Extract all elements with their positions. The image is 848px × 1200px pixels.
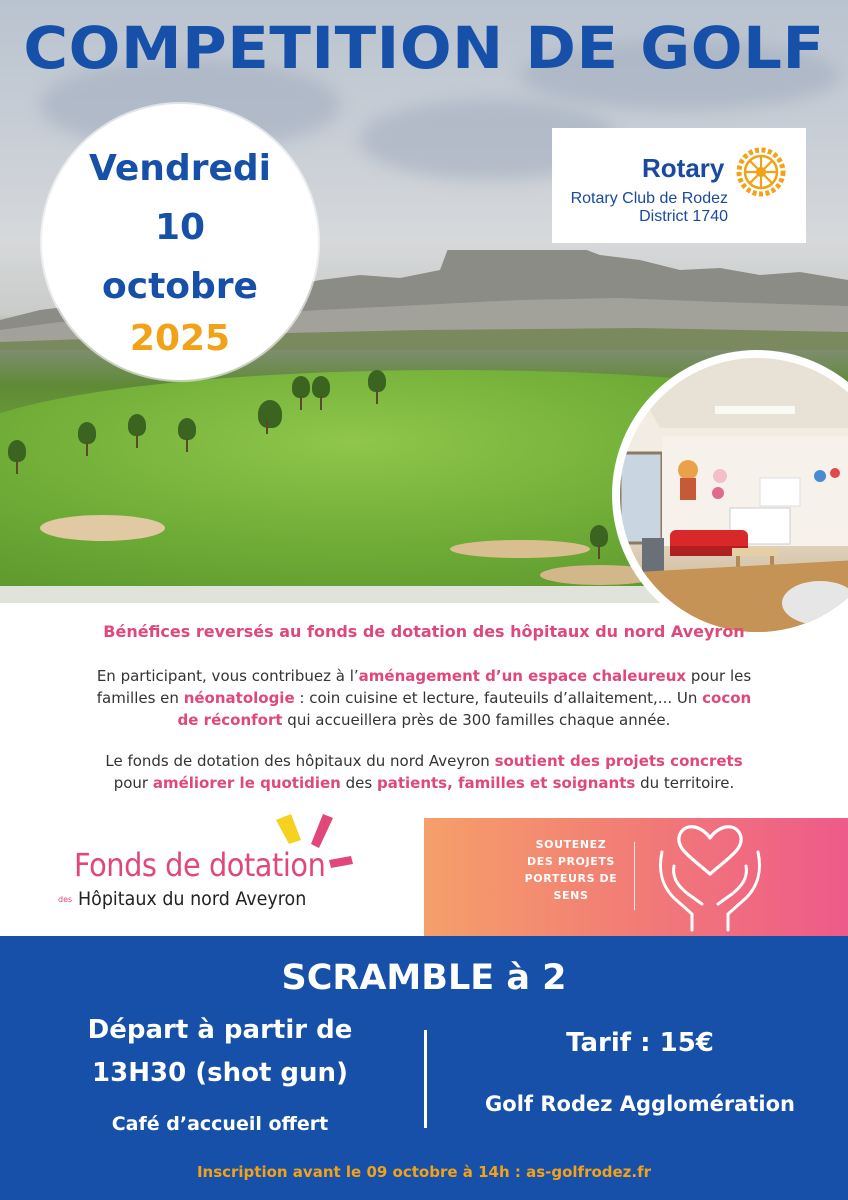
highlight-text: améliorer le quotidien [152, 774, 341, 792]
rotary-brand: Rotary [642, 153, 725, 183]
benefits-paragraph-2 [90, 750, 758, 794]
tree [128, 414, 146, 436]
banner-line: SOUTENEZ [535, 838, 607, 851]
date-month: octobre [102, 266, 258, 307]
highlight-text: aménagement d’un espace chaleureux [358, 667, 687, 685]
registration-info: Inscription avant le 09 octobre à 14h : as-golfrodez.fr [196, 1163, 652, 1181]
tree [312, 376, 330, 398]
tree [590, 525, 608, 547]
tree [292, 376, 310, 398]
highlight-text: soutient des projets concrets [494, 752, 743, 770]
text-run: Le fonds de dotation des hôpitaux du nord Aveyron [105, 752, 495, 770]
fonds-dotation-logo [56, 810, 376, 920]
text-run: pour [113, 774, 153, 792]
banner-line: SENS [553, 889, 589, 902]
highlight-text: cocon de réconfort [177, 689, 752, 729]
date-badge [42, 104, 318, 380]
tree [258, 400, 282, 428]
text-run: qui accueillera près de 300 familles chaque année. [282, 711, 671, 729]
sand-bunker [450, 540, 590, 558]
venue-name: Golf Rodez Agglomération [485, 1092, 795, 1116]
event-info-footer [0, 936, 848, 1200]
tree [368, 370, 386, 392]
footer-divider [424, 1030, 427, 1128]
room-illustration [620, 358, 848, 632]
start-time-value: 13H30 (shot gun) [92, 1058, 348, 1088]
start-time-label: Départ à partir de [87, 1015, 353, 1045]
benefits-title: Bénéfices reversés au fonds de dotation des hôpitaux du nord Aveyron [103, 622, 745, 641]
text-run: des [340, 774, 377, 792]
banner-separator [634, 842, 635, 910]
rotary-club-name: Rotary Club de Rodez [570, 190, 728, 207]
tree [78, 422, 96, 444]
fonds-logo-small: des [58, 895, 73, 904]
tree [178, 418, 196, 440]
tree [8, 440, 26, 462]
date-year: 2025 [129, 318, 231, 359]
price: Tarif : 15€ [566, 1028, 714, 1058]
highlight-text: néonatologie [183, 689, 295, 707]
sand-bunker [40, 515, 165, 541]
rotary-district: District 1740 [639, 208, 728, 225]
fonds-logo-line2: Hôpitaux du nord Aveyron [78, 888, 307, 910]
highlight-text: patients, familles et soignants [376, 774, 636, 792]
rotary-wheel-icon [735, 146, 787, 198]
event-format: SCRAMBLE à 2 [281, 958, 567, 998]
rotary-logo [552, 128, 806, 243]
welcome-coffee: Café d’accueil offert [111, 1113, 329, 1135]
fonds-logo-line1: Fonds de dotation [74, 846, 326, 884]
text-run: du territoire. [635, 774, 735, 792]
banner-line: DES PROJETS [527, 855, 615, 868]
heart-hands-icon [652, 822, 768, 934]
page-title: COMPETITION DE GOLF [23, 14, 825, 82]
text-run: pour les familles en [96, 667, 752, 707]
support-banner-text [508, 836, 634, 904]
room-interior [620, 358, 848, 632]
banner-line: PORTEURS DE [524, 872, 618, 885]
date-day: Vendredi [89, 148, 271, 189]
date-number: 10 [154, 207, 206, 248]
text-run: : coin cuisine et lecture, fauteuils d’allaitement,... Un [294, 689, 703, 707]
support-banner [424, 818, 848, 936]
text-run: En participant, vous contribuez à l’ [96, 667, 359, 685]
benefits-paragraph-1 [90, 665, 758, 731]
